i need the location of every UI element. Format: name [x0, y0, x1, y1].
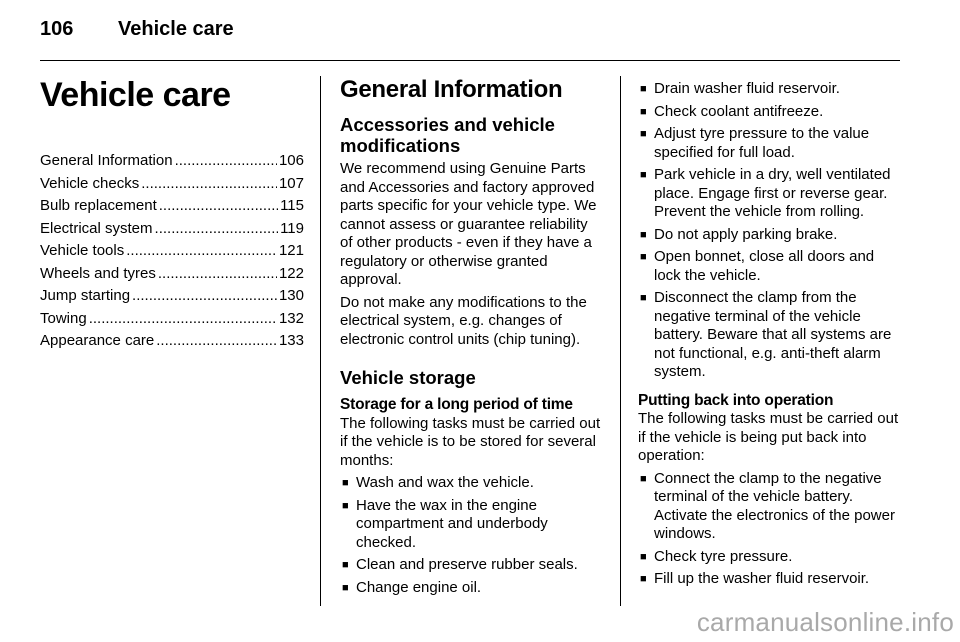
toc-label: Towing — [40, 309, 87, 327]
bullet-square-icon: ■ — [342, 477, 349, 489]
bullet-square-icon: ■ — [640, 251, 647, 263]
list-item-text: Park vehicle in a dry, well ventilated place. Engage first or reverse gear. Prevent the vehicle from rolling. — [654, 166, 891, 220]
bullet-square-icon: ■ — [342, 499, 349, 512]
header-rule — [40, 60, 900, 61]
list-item-text: Wash and wax the vehicle. — [356, 474, 534, 491]
bullet-square-icon: ■ — [640, 83, 647, 95]
list-item-text: Disconnect the clamp from the negative terminal of the vehicle battery. Beware that all systems are not functional, e.g. anti-theft alarm system. — [654, 289, 892, 380]
toc-label: Jump starting — [40, 287, 131, 304]
toc-page: 133 — [278, 332, 304, 349]
chapter-title: Vehicle care — [40, 76, 231, 114]
bullet-square-icon: ■ — [640, 573, 647, 585]
toc-item-appearance-care[interactable] — [40, 330, 304, 353]
toc-leader — [141, 173, 277, 196]
page-header-title: Vehicle care — [118, 18, 234, 40]
list-item — [340, 579, 602, 598]
storage-list — [340, 474, 602, 597]
list-item — [638, 570, 902, 589]
bullet-square-icon: ■ — [640, 472, 647, 485]
paragraph-modifications: Do not make any modifications to the electrical system, e.g. changes of electronic control units (chip tuning). — [340, 293, 587, 348]
toc-label: Vehicle checks — [40, 174, 140, 192]
content-column-2 — [340, 76, 602, 601]
section-heading-general-information: General Information — [340, 76, 563, 103]
subheading-putting-back-into-operation: Putting back into operation — [638, 391, 834, 409]
toc-leader — [132, 285, 277, 308]
toc-column — [40, 76, 304, 353]
toc-page: 119 — [280, 219, 304, 237]
toc-page: 132 — [278, 309, 304, 327]
toc-label: General Information — [40, 152, 173, 169]
subheading-vehicle-storage: Vehicle storage — [340, 367, 476, 388]
toc-leader — [126, 240, 277, 263]
list-item-text: Check coolant antifreeze. — [654, 102, 824, 120]
toc-label: Electrical system — [40, 219, 153, 237]
paragraph-storage-intro: The following tasks must be carried out if the vehicle is to be stored for several months: — [340, 414, 601, 469]
list-item — [340, 497, 602, 553]
bullet-square-icon: ■ — [640, 169, 647, 181]
paragraph-accessories: We recommend using Genuine Parts and Accessories and factory approved parts specific for your vehicle type. We cannot assess or guarantee reliability of other products - even if they have a regulatory or otherwise granted approval. — [340, 160, 597, 288]
list-item-text: Change engine oil. — [356, 578, 482, 596]
toc-item-vehicle-tools[interactable] — [40, 240, 304, 263]
bullet-square-icon: ■ — [640, 228, 647, 241]
bullet-square-icon: ■ — [342, 559, 349, 571]
bullet-square-icon: ■ — [640, 105, 647, 118]
toc-page: 106 — [278, 152, 304, 169]
toc-item-towing[interactable] — [40, 308, 304, 331]
list-item-text: Clean and preserve rubber seals. — [356, 556, 578, 573]
list-item-text: Connect the clamp to the negative terminal of the vehicle battery. Activate the electronics of the power windows. — [654, 469, 895, 542]
list-item — [638, 125, 902, 162]
list-item-text: Adjust tyre pressure to the value specified for full load. — [654, 125, 870, 161]
column-divider-2 — [620, 76, 621, 606]
column-divider-1 — [320, 76, 321, 606]
watermark: carmanualsonline.info — [696, 607, 954, 637]
toc-item-electrical-system[interactable] — [40, 218, 304, 241]
content-column-3 — [638, 80, 902, 593]
toc-leader — [159, 195, 278, 218]
toc-leader — [156, 330, 277, 353]
toc-page: 130 — [278, 287, 304, 304]
list-item-text: Have the wax in the engine compartment and underbody checked. — [356, 496, 548, 551]
toc-leader — [155, 218, 279, 241]
subheading-accessories: Accessories and vehicle modifications — [340, 114, 555, 156]
list-item — [340, 474, 602, 493]
subheading-long-storage: Storage for a long period of time — [340, 396, 573, 413]
list-item — [638, 226, 902, 245]
list-item — [638, 103, 902, 122]
list-item — [638, 166, 902, 222]
toc-leader — [89, 308, 277, 331]
list-item-text: Fill up the washer fluid reservoir. — [654, 570, 870, 587]
page-number: 106 — [40, 18, 74, 40]
list-item — [638, 470, 902, 544]
toc-item-jump-starting[interactable] — [40, 285, 304, 308]
bullet-square-icon: ■ — [640, 292, 647, 304]
toc-page: 115 — [280, 197, 304, 214]
list-item — [638, 289, 902, 382]
list-item-text: Check tyre pressure. — [654, 547, 793, 565]
toc-label: Vehicle tools — [40, 242, 125, 259]
bullet-square-icon: ■ — [640, 550, 647, 563]
toc-label: Appearance care — [40, 332, 155, 349]
toc-label: Bulb replacement — [40, 197, 157, 214]
bullet-square-icon: ■ — [342, 581, 349, 594]
toc-item-vehicle-checks[interactable] — [40, 173, 304, 196]
toc-item-bulb-replacement[interactable] — [40, 195, 304, 218]
list-item-text: Drain washer fluid reservoir. — [654, 80, 840, 97]
list-item — [638, 80, 902, 99]
toc-item-wheels-and-tyres[interactable] — [40, 263, 304, 286]
list-item — [340, 556, 602, 575]
storage-list-continued — [638, 80, 902, 382]
list-item-text: Open bonnet, close all doors and lock the vehicle. — [654, 248, 875, 284]
toc-item-general-information[interactable] — [40, 150, 304, 173]
list-item-text: Do not apply parking brake. — [654, 225, 838, 243]
list-item — [638, 548, 902, 567]
toc-leader — [158, 263, 277, 286]
toc-label: Wheels and tyres — [40, 264, 156, 282]
operation-list — [638, 470, 902, 589]
toc-page: 107 — [278, 174, 304, 192]
paragraph-operation-intro: The following tasks must be carried out if the vehicle is being put back into operation: — [638, 410, 899, 464]
toc-leader — [175, 150, 277, 173]
toc-page: 121 — [278, 242, 304, 259]
bullet-square-icon: ■ — [640, 128, 647, 140]
list-item — [638, 248, 902, 285]
table-of-contents — [40, 150, 304, 353]
toc-page: 122 — [278, 264, 304, 282]
